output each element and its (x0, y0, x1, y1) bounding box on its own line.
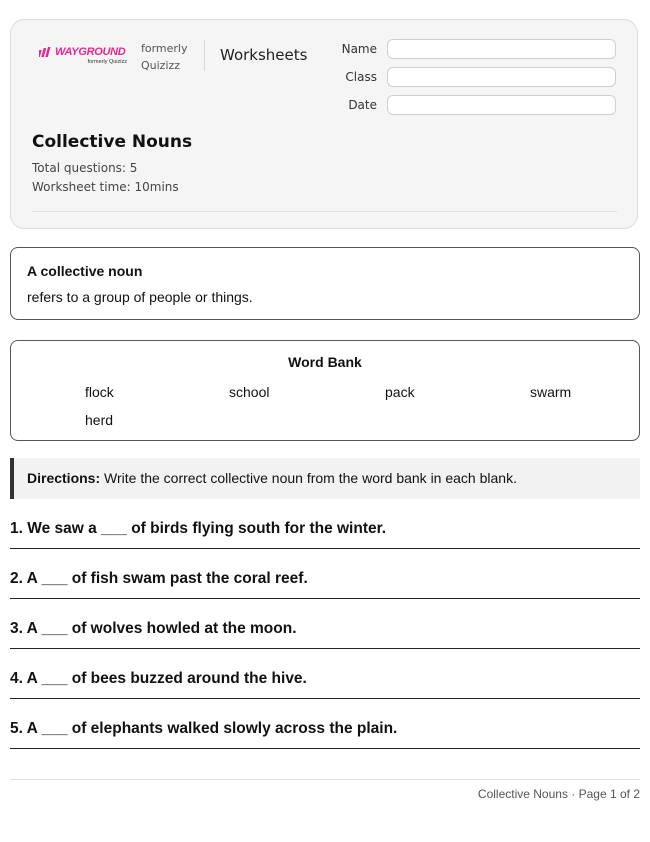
question-5 (10, 715, 640, 749)
question-2 (10, 565, 640, 599)
word-bank-item: flock (85, 384, 114, 400)
question-text: 4. A ___ of bees buzzed around the hive. (10, 670, 307, 687)
question-4 (10, 665, 640, 699)
question-text: 1. We saw a ___ of birds flying south for the winter. (10, 520, 387, 537)
class-label: Class (345, 70, 377, 84)
word-bank-item: swarm (530, 384, 572, 400)
footer-rule (10, 779, 640, 780)
total-questions: Total questions: 5 (32, 161, 138, 175)
class-field[interactable] (387, 67, 616, 87)
definition-text: refers to a group of people or things. (27, 289, 253, 305)
quizizz-line: Quizizz (141, 59, 181, 72)
word-bank-item: herd (85, 412, 114, 428)
formerly-quizizz (141, 40, 188, 74)
document-title: Collective Nouns (32, 132, 193, 152)
date-label: Date (348, 98, 377, 112)
page-footer: Collective Nouns · Page 1 of 2 (477, 787, 640, 801)
header-rule (32, 211, 617, 212)
definition-term: A collective noun (27, 263, 143, 279)
worksheets-title: Worksheets (220, 46, 308, 64)
word-bank-title: Word Bank (288, 354, 362, 370)
worksheet-time: Worksheet time: 10mins (32, 180, 179, 194)
directions-box (10, 458, 640, 499)
logo-bars-icon (39, 47, 53, 57)
logo-subtext: formerly Quizizz (87, 59, 127, 65)
directions-body: Write the correct collective noun from the word bank in each blank. (100, 470, 517, 486)
directions-text (27, 470, 517, 486)
directions-label: Directions: (27, 470, 101, 486)
question-text: 5. A ___ of elephants walked slowly across the plain. (10, 720, 398, 737)
question-3 (10, 615, 640, 649)
logo-text: WAYGROUND (55, 46, 126, 58)
definition-box (10, 247, 640, 320)
header-divider (204, 40, 205, 71)
question-text: 3. A ___ of wolves howled at the moon. (10, 620, 297, 637)
question-1 (10, 515, 640, 549)
word-bank-item: school (229, 384, 270, 400)
word-bank-item: pack (385, 384, 415, 400)
worksheet-header (10, 19, 638, 229)
date-field[interactable] (387, 95, 616, 115)
question-text: 2. A ___ of fish swam past the coral reef. (10, 570, 308, 587)
name-field[interactable] (387, 39, 616, 59)
formerly-line: formerly (141, 42, 188, 55)
name-label: Name (341, 42, 377, 56)
word-bank (10, 340, 640, 441)
wayground-logo (39, 46, 127, 72)
